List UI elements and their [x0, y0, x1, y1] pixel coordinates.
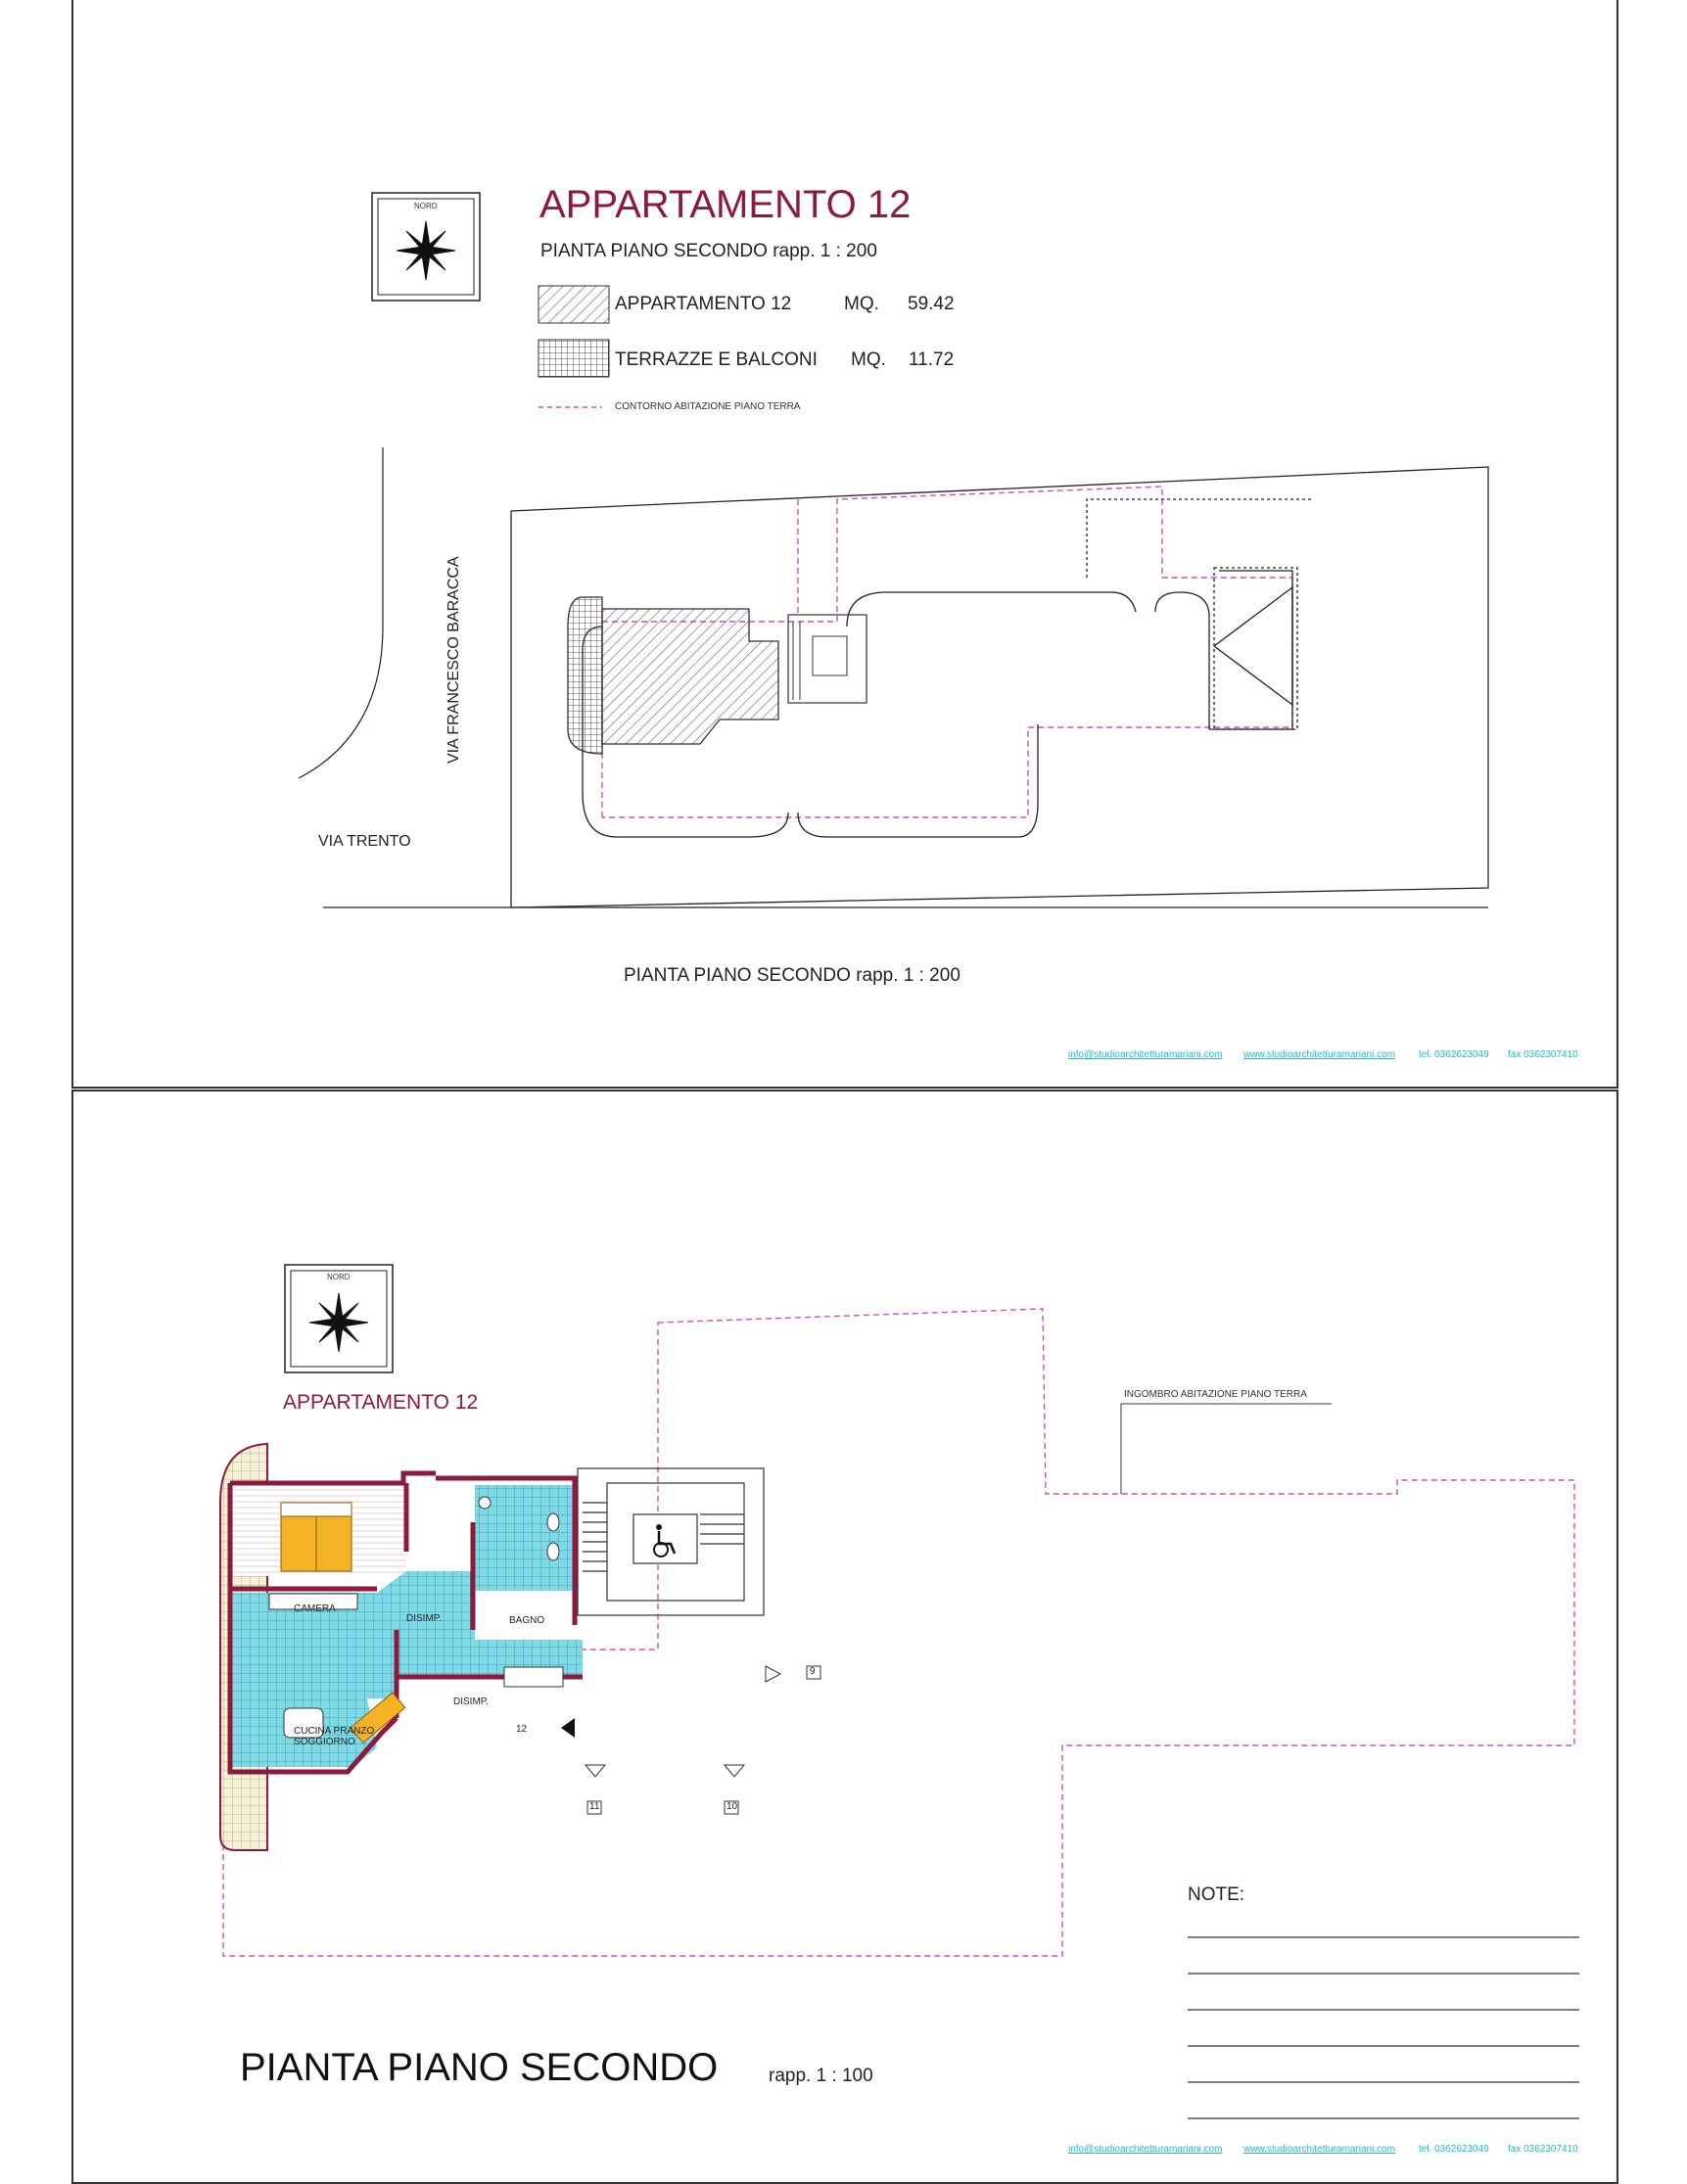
street-label-baracca: VIA FRANCESCO BARACCA [445, 556, 462, 764]
street-label-trento: VIA TRENTO [318, 833, 411, 850]
legend-apartment-label: APPARTAMENTO 12 [615, 294, 792, 314]
room-disimp-2: DISIMP. [453, 1696, 489, 1707]
site-plan-drawing [73, 0, 1617, 1087]
marker-11: 11 [589, 1801, 600, 1812]
legend-outline-label: CONTORNO ABITAZIONE PIANO TERRA [615, 401, 801, 412]
plan-scale: rapp. 1 : 100 [769, 2066, 873, 2086]
elevator-icon [813, 636, 847, 675]
stairwell [578, 1468, 764, 1615]
entrance-arrow-icon [561, 1718, 575, 1738]
street-curb-line [299, 447, 383, 778]
footer-web-link[interactable]: www.studioarchitetturamariani.com [1243, 2144, 1396, 2155]
note-lines [1188, 1937, 1579, 2118]
marker-10: 10 [726, 1801, 738, 1812]
double-bed [281, 1503, 351, 1571]
marker-9: 9 [810, 1666, 816, 1677]
balcony-grid-area [568, 597, 602, 754]
bidet [547, 1543, 559, 1560]
plan-caption: PIANTA PIANO SECONDO rapp. 1 : 200 [624, 965, 961, 986]
room-camera: CAMERA [294, 1603, 336, 1614]
plan-title: PIANTA PIANO SECONDO [240, 2046, 719, 2089]
legend-apartment-value: 59.42 [908, 294, 955, 314]
legend-terrace-value: 11.72 [909, 349, 955, 370]
room-disimp-1: DISIMP. [406, 1613, 442, 1624]
legend-terrace-unit: MQ. [851, 349, 886, 370]
ingombro-label: INGOMBRO ABITAZIONE PIANO TERRA [1124, 1389, 1307, 1400]
exit-arrows-icon [586, 1666, 780, 1777]
compass-label: NORD [414, 202, 438, 210]
apartment-title: APPARTAMENTO 12 [283, 1391, 479, 1414]
room-soggiorno: SOGGIORNO [294, 1737, 355, 1747]
sheet-site-plan [71, 0, 1618, 1089]
markers [587, 1666, 820, 1814]
sheet-floor-plan [71, 1090, 1618, 2184]
bathtub [504, 1667, 563, 1687]
footer-tel: tel. 0362623049 [1419, 1049, 1489, 1060]
room-bagno: BAGNO [509, 1615, 545, 1626]
footer-web-link[interactable]: www.studioarchitetturamariani.com [1243, 1049, 1396, 1060]
notes-label: NOTE: [1188, 1884, 1245, 1905]
legend-terrace-swatch [539, 340, 609, 377]
legend-terrace-label: TERRAZZE E BALCONI [615, 349, 818, 370]
legend-apartment-unit: MQ. [844, 294, 879, 314]
footer-email-link[interactable]: info@studioarchitetturamariani.com [1068, 1049, 1223, 1060]
floor-plan-drawing [73, 1092, 1617, 2182]
ingombro-leader-line [1121, 1404, 1332, 1494]
page-title: APPARTAMENTO 12 [539, 183, 912, 226]
footer-fax: fax 0362307410 [1508, 1049, 1578, 1060]
washbasin [479, 1497, 491, 1509]
compass-label: NORD [327, 1273, 351, 1281]
footer-email-link[interactable]: info@studioarchitetturamariani.com [1068, 2144, 1223, 2155]
apartment-12-hatched-area [602, 609, 778, 744]
footer-tel: tel. 0362623049 [1419, 2144, 1489, 2155]
footer-fax: fax 0362307410 [1508, 2144, 1578, 2155]
apartment-number: 12 [516, 1724, 528, 1735]
legend-apartment-swatch [539, 286, 609, 323]
toilet [547, 1513, 559, 1531]
room-cucina: CUCINA PRANZO [294, 1726, 375, 1737]
hall-floor [406, 1485, 475, 1575]
page-subtitle: PIANTA PIANO SECONDO rapp. 1 : 200 [540, 241, 877, 261]
